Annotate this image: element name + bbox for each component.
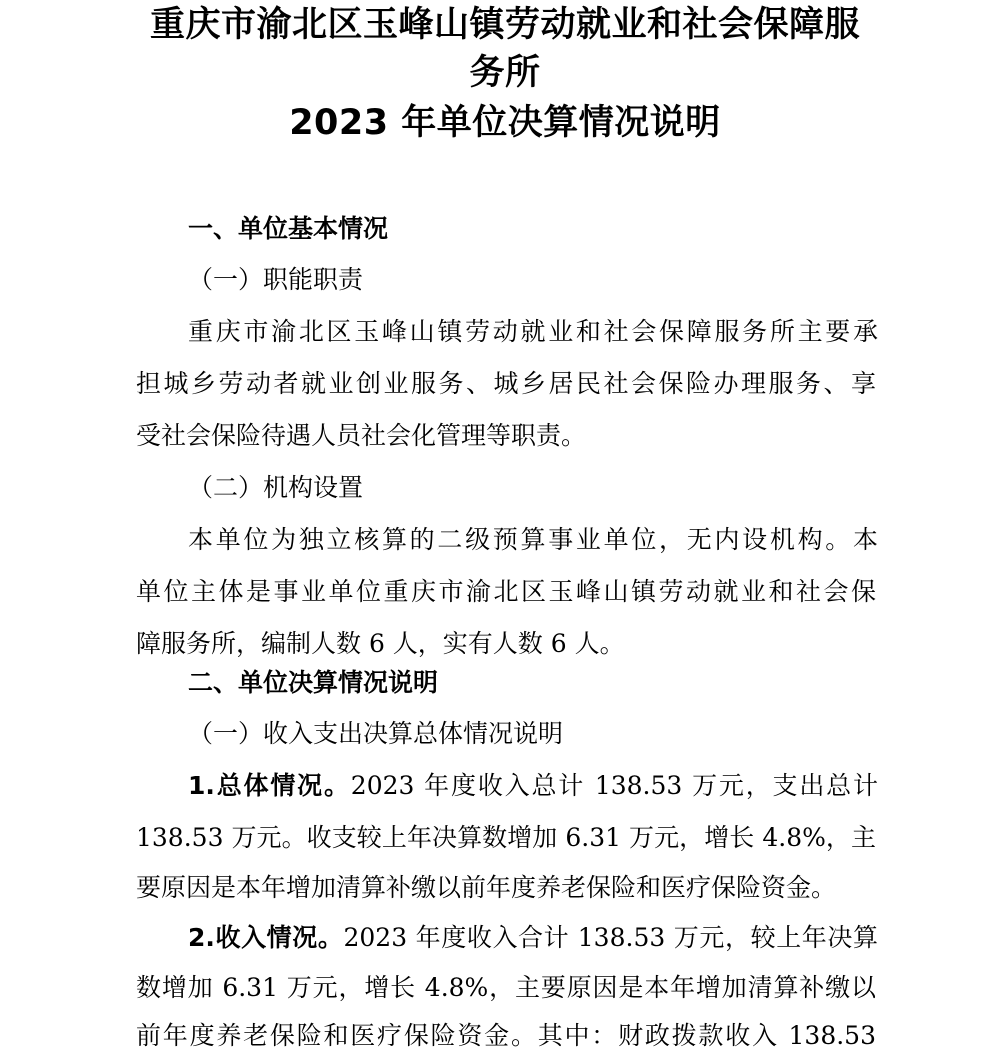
paragraph-line: 担城乡劳动者就业创业服务、城乡居民社会保险办理服务、享: [136, 369, 876, 398]
paragraph-line: 受社会保险待遇人员社会化管理等职责。: [136, 421, 587, 450]
paragraph-line: [188, 920, 878, 956]
paragraph-line: 本单位为独立核算的二级预算事业单位，无内设机构。本: [188, 525, 878, 554]
section-2-subheading-1: （一）收入支出决算总体情况说明: [188, 719, 564, 748]
section-1-subheading-1: （一）职能职责: [188, 265, 364, 294]
paragraph-line: 单位主体是事业单位重庆市渝北区玉峰山镇劳动就业和社会保: [136, 577, 876, 606]
section-2-heading: 二、单位决算情况说明: [188, 668, 439, 697]
document-title-line-1: 重庆市渝北区玉峰山镇劳动就业和社会保障服: [149, 5, 860, 45]
paragraph-line: 重庆市渝北区玉峰山镇劳动就业和社会保障服务所主要承: [188, 317, 878, 346]
paragraph-line: 要原因是本年增加清算补缴以前年度养老保险和医疗保险资金。: [136, 873, 837, 902]
document-title-line-3: 2023 年单位决算情况说明: [289, 103, 721, 143]
paragraph-line: 障服务所，编制人数 6 人，实有人数 6 人。: [136, 629, 625, 658]
paragraph-line: [188, 768, 878, 804]
document-title-line-2: 务所: [469, 53, 541, 93]
income-text: 2023 年度收入合计 138.53 万元，较上年决算: [343, 923, 878, 952]
section-1-heading: 一、单位基本情况: [188, 214, 389, 243]
overall-label: 1.总体情况。: [188, 771, 351, 800]
paragraph-line: 前年度养老保险和医疗保险资金。其中：财政拨款收入 138.53: [136, 1021, 876, 1050]
paragraph-line: 138.53 万元。收支较上年决算数增加 6.31 万元，增长 4.8%，主: [136, 823, 876, 852]
paragraph-line: 数增加 6.31 万元，增长 4.8%，主要原因是本年增加清算补缴以: [136, 973, 876, 1002]
income-label: 2.收入情况。: [188, 923, 344, 952]
overall-text: 2023 年度收入总计 138.53 万元，支出总计: [350, 771, 878, 800]
section-1-subheading-2: （二）机构设置: [188, 473, 364, 502]
